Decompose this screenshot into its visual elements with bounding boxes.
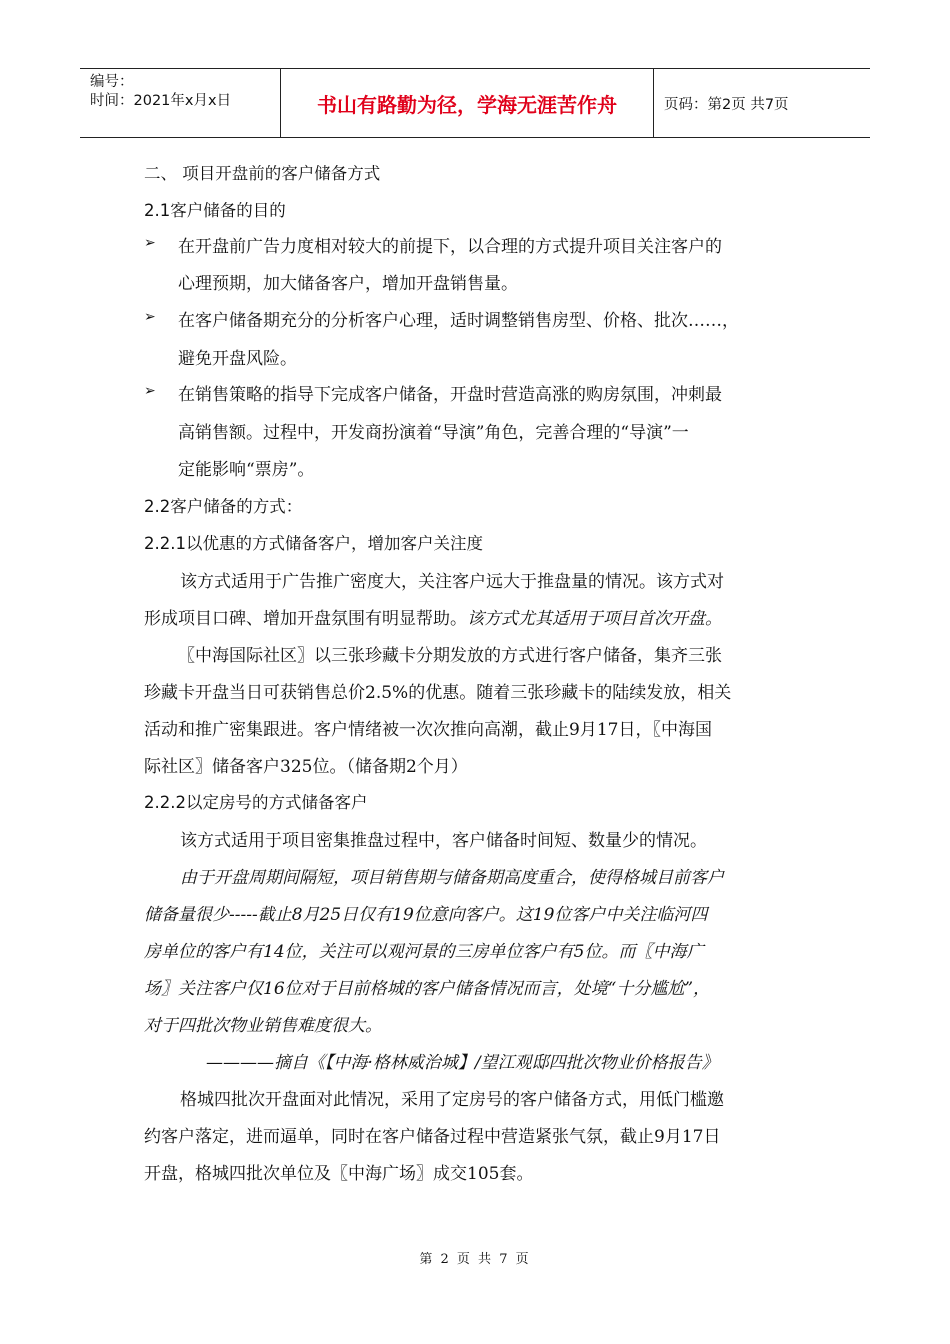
- quote-line-5: 对于四批次物业销售难度很大。: [144, 1016, 382, 1036]
- bullet-2-line-2: 避免开盘风险。: [178, 349, 297, 369]
- bullet-3-line-3: 定能影响“票房”。: [178, 460, 315, 480]
- paragraph-1-line-2: [144, 604, 722, 629]
- quote-line-1: 由于开盘周期间隔短，项目销售期与储备期高度重合，使得格城目前客户: [180, 868, 724, 888]
- header-meta: [80, 69, 281, 137]
- number-label: 编号：: [90, 74, 134, 90]
- paragraph-2-line-2: 珍藏卡开盘当日可获销售总价2.5%的优惠。随着三张珍藏卡的陆续发放，相关: [144, 683, 732, 703]
- paragraph-3-line-1: 该方式适用于项目密集推盘过程中，客户储备时间短、数量少的情况。: [180, 831, 707, 851]
- header-motto: 书山有路勤为径，学海无涯苦作舟: [281, 69, 654, 137]
- bullet-arrow-icon: ➢: [144, 383, 156, 399]
- bullet-1-line-2: 心理预期，加大储备客户，增加开盘销售量。: [178, 274, 518, 294]
- paragraph-4-line-1: 格城四批次开盘面对此情况，采用了定房号的客户储备方式，用低门槛邀: [180, 1090, 724, 1110]
- subsection-2-2-title: 2.2客户储备的方式：: [144, 497, 303, 516]
- bullet-arrow-icon: ➢: [144, 235, 156, 251]
- paragraph-4-line-3: 开盘，格城四批次单位及〖中海广场〗成交105套。: [144, 1164, 534, 1184]
- page-footer: 第 2 页 共 7 页: [419, 1252, 531, 1267]
- bullet-1-line-1: 在开盘前广告力度相对较大的前提下，以合理的方式提升项目关注客户的: [178, 237, 722, 257]
- time-label: 时间：2021年x月x日: [90, 93, 232, 109]
- paragraph-2-line-4: 际社区〗储备客户325位。（储备期2个月）: [144, 757, 468, 777]
- quote-source: ————摘自《【中海·格林威治城】/望江观邸四批次物业价格报告》: [206, 1053, 719, 1073]
- quote-line-3: 房单位的客户有14位，关注可以观河景的三房单位客户有5位。而〖中海广: [144, 942, 704, 962]
- header-page-label: 页码：第2页 共7页: [664, 96, 789, 113]
- subsection-2-1-title: 2.1客户储备的目的: [144, 201, 286, 220]
- bullet-arrow-icon: ➢: [144, 309, 156, 325]
- paragraph-1-line-2-regular: 形成项目口碑、增加开盘氛围有明显帮助。: [144, 609, 467, 629]
- page-header: [80, 68, 870, 138]
- paragraph-4-line-2: 约客户落定，进而逼单，同时在客户储备过程中营造紧张气氛，截止9月17日: [144, 1127, 721, 1147]
- bullet-3-line-1: 在销售策略的指导下完成客户储备，开盘时营造高涨的购房氛围，冲刺最: [178, 385, 722, 405]
- paragraph-2-line-3: 活动和推广密集跟进。客户情绪被一次次推向高潮，截止9月17日，〖中海国: [144, 720, 712, 740]
- bullet-2-line-1: 在客户储备期充分的分析客户心理，适时调整销售房型、价格、批次……，: [178, 311, 739, 331]
- paragraph-2-line-1: 〖中海国际社区〗以三张珍藏卡分期发放的方式进行客户储备，集齐三张: [178, 646, 722, 666]
- quote-line-2: 储备量很少-----截止8月25日仅有19位意向客户。这19位客户中关注临河四: [144, 905, 708, 925]
- section-title: 二、 项目开盘前的客户储备方式: [144, 164, 381, 183]
- bullet-3-line-2: 高销售额。过程中，开发商扮演着“导演”角色，完善合理的“导演”一: [178, 423, 689, 443]
- quote-line-4: 场〗关注客户仅16位对于目前格城的客户储备情况而言，处境“十分尴尬”，: [144, 979, 711, 999]
- paragraph-1-line-1: 该方式适用于广告推广密度大，关注客户远大于推盘量的情况。该方式对: [180, 572, 724, 592]
- subsection-2-2-1-title: 2.2.1以优惠的方式储备客户，增加客户关注度: [144, 534, 483, 553]
- paragraph-1-line-2-italic: 该方式尤其适用于项目首次开盘。: [467, 609, 722, 629]
- subsection-2-2-2-title: 2.2.2以定房号的方式储备客户: [144, 793, 368, 812]
